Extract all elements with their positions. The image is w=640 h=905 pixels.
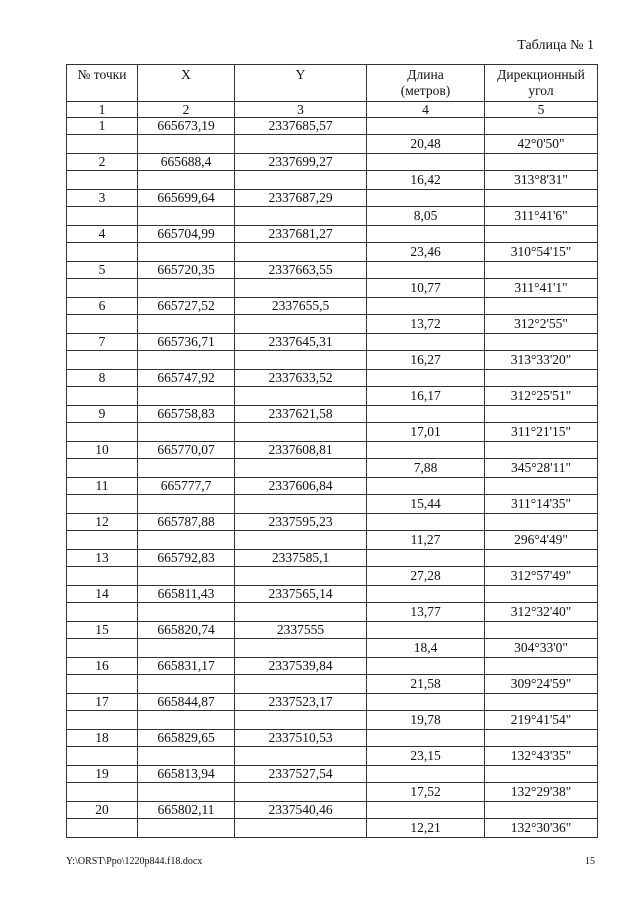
point-x: 665720,35 [138,262,235,279]
segment-length: 16,17 [367,387,485,406]
point-row [67,586,598,603]
empty-cell [235,711,367,730]
empty-cell [67,315,138,334]
header-point-number: № точки [67,65,138,102]
empty-cell [367,406,485,423]
segment-row [67,207,598,226]
segment-length: 12,21 [367,819,485,838]
point-row [67,370,598,387]
empty-cell [367,478,485,495]
empty-cell [235,243,367,262]
segment-row [67,495,598,514]
segment-row [67,747,598,766]
segment-angle: 311°41'1" [485,279,598,298]
empty-cell [367,658,485,675]
empty-cell [485,298,598,315]
segment-row [67,819,598,838]
point-y: 2337633,52 [235,370,367,387]
header-x: X [138,65,235,102]
point-row [67,622,598,639]
point-number: 11 [67,478,138,495]
empty-cell [235,315,367,334]
point-y: 2337565,14 [235,586,367,603]
segment-angle: 309°24'59" [485,675,598,694]
point-number: 12 [67,514,138,531]
header-direction-angle: Дирекционный угол [485,65,598,102]
segment-angle: 312°25'51" [485,387,598,406]
point-number: 9 [67,406,138,423]
point-y: 2337681,27 [235,226,367,243]
empty-cell [67,243,138,262]
empty-cell [138,315,235,334]
empty-cell [138,603,235,622]
point-row [67,694,598,711]
point-y: 2337621,58 [235,406,367,423]
empty-cell [138,639,235,658]
empty-cell [67,639,138,658]
empty-cell [485,262,598,279]
empty-cell [235,747,367,766]
point-x: 665813,94 [138,766,235,783]
column-number-row [67,102,598,118]
point-number: 15 [67,622,138,639]
empty-cell [235,459,367,478]
column-number: 4 [367,102,485,118]
point-number: 7 [67,334,138,351]
point-x: 665727,52 [138,298,235,315]
empty-cell [367,730,485,747]
empty-cell [67,603,138,622]
empty-cell [235,171,367,190]
segment-length: 27,28 [367,567,485,586]
point-x: 665736,71 [138,334,235,351]
empty-cell [235,819,367,838]
empty-cell [235,423,367,442]
point-row [67,298,598,315]
empty-cell [235,603,367,622]
empty-cell [67,675,138,694]
column-number: 3 [235,102,367,118]
segment-angle: 311°21'15" [485,423,598,442]
segment-length: 10,77 [367,279,485,298]
empty-cell [485,514,598,531]
point-x: 665777,7 [138,478,235,495]
empty-cell [485,118,598,135]
segment-row [67,279,598,298]
point-row [67,406,598,423]
point-row [67,478,598,495]
point-number: 8 [67,370,138,387]
point-y: 2337608,81 [235,442,367,459]
empty-cell [138,531,235,550]
segment-row [67,171,598,190]
empty-cell [235,387,367,406]
empty-cell [67,747,138,766]
point-x: 665820,74 [138,622,235,639]
point-y: 2337655,5 [235,298,367,315]
segment-row [67,387,598,406]
segment-length: 16,42 [367,171,485,190]
point-number: 14 [67,586,138,603]
empty-cell [367,370,485,387]
empty-cell [138,135,235,154]
segment-length: 8,05 [367,207,485,226]
segment-length: 13,77 [367,603,485,622]
empty-cell [485,154,598,171]
empty-cell [367,586,485,603]
segment-length: 13,72 [367,315,485,334]
segment-length: 20,48 [367,135,485,154]
point-row [67,442,598,459]
empty-cell [367,514,485,531]
empty-cell [67,711,138,730]
empty-cell [138,243,235,262]
empty-cell [235,639,367,658]
empty-cell [235,531,367,550]
point-x: 665688,4 [138,154,235,171]
point-y: 2337527,54 [235,766,367,783]
empty-cell [235,567,367,586]
point-row [67,658,598,675]
segment-angle: 219°41'54" [485,711,598,730]
empty-cell [367,262,485,279]
empty-cell [367,190,485,207]
table-caption: Таблица № 1 [517,38,594,53]
empty-cell [138,495,235,514]
empty-cell [367,766,485,783]
segment-row [67,315,598,334]
empty-cell [367,550,485,567]
point-x: 665758,83 [138,406,235,423]
segment-row [67,351,598,370]
segment-length: 18,4 [367,639,485,658]
point-row [67,226,598,243]
empty-cell [138,351,235,370]
page-number: 15 [585,856,595,867]
point-x: 665792,83 [138,550,235,567]
empty-cell [138,423,235,442]
segment-row [67,639,598,658]
segment-row [67,531,598,550]
point-y: 2337585,1 [235,550,367,567]
point-y: 2337540,46 [235,802,367,819]
empty-cell [485,766,598,783]
segment-angle: 132°43'35" [485,747,598,766]
coordinates-table [66,64,598,838]
segment-angle: 313°33'20" [485,351,598,370]
empty-cell [138,783,235,802]
column-number: 2 [138,102,235,118]
empty-cell [235,675,367,694]
segment-length: 11,27 [367,531,485,550]
segment-length: 17,01 [367,423,485,442]
point-x: 665747,92 [138,370,235,387]
point-row [67,730,598,747]
header-length: Длина (метров) [367,65,485,102]
column-number: 5 [485,102,598,118]
empty-cell [367,442,485,459]
point-y: 2337555 [235,622,367,639]
point-number: 1 [67,118,138,135]
empty-cell [485,478,598,495]
segment-angle: 132°29'38" [485,783,598,802]
empty-cell [138,567,235,586]
empty-cell [485,694,598,711]
point-y: 2337510,53 [235,730,367,747]
segment-angle: 345°28'11" [485,459,598,478]
point-x: 665811,43 [138,586,235,603]
point-row [67,514,598,531]
point-y: 2337595,23 [235,514,367,531]
empty-cell [138,819,235,838]
empty-cell [138,675,235,694]
segment-row [67,603,598,622]
table-body [67,118,598,838]
point-x: 665673,19 [138,118,235,135]
point-row [67,802,598,819]
empty-cell [235,495,367,514]
point-x: 665802,11 [138,802,235,819]
segment-length: 23,46 [367,243,485,262]
empty-cell [485,442,598,459]
empty-cell [367,226,485,243]
empty-cell [485,550,598,567]
empty-cell [138,207,235,226]
segment-length: 19,78 [367,711,485,730]
point-x: 665844,87 [138,694,235,711]
segment-length: 17,52 [367,783,485,802]
empty-cell [67,423,138,442]
empty-cell [367,118,485,135]
point-number: 10 [67,442,138,459]
empty-cell [138,747,235,766]
point-x: 665770,07 [138,442,235,459]
point-number: 2 [67,154,138,171]
point-y: 2337539,84 [235,658,367,675]
empty-cell [67,351,138,370]
empty-cell [485,622,598,639]
empty-cell [67,279,138,298]
empty-cell [367,802,485,819]
point-number: 4 [67,226,138,243]
footer-file-path: Y:\ORST\Ppo\1220p844.f18.docx [66,856,203,867]
segment-length: 23,15 [367,747,485,766]
empty-cell [235,135,367,154]
segment-row [67,675,598,694]
empty-cell [67,783,138,802]
point-y: 2337523,17 [235,694,367,711]
segment-length: 7,88 [367,459,485,478]
point-row [67,550,598,567]
empty-cell [367,298,485,315]
segment-angle: 132°30'36" [485,819,598,838]
empty-cell [485,334,598,351]
point-x: 665831,17 [138,658,235,675]
point-row [67,154,598,171]
segment-row [67,567,598,586]
empty-cell [485,190,598,207]
header-row [67,65,598,102]
empty-cell [138,279,235,298]
point-y: 2337645,31 [235,334,367,351]
segment-row [67,135,598,154]
point-y: 2337699,27 [235,154,367,171]
empty-cell [67,567,138,586]
point-x: 665699,64 [138,190,235,207]
empty-cell [485,226,598,243]
segment-angle: 312°2'55" [485,315,598,334]
segment-row [67,711,598,730]
header-y: Y [235,65,367,102]
segment-angle: 312°57'49" [485,567,598,586]
empty-cell [485,586,598,603]
point-y: 2337663,55 [235,262,367,279]
point-row [67,766,598,783]
point-number: 18 [67,730,138,747]
empty-cell [67,459,138,478]
empty-cell [485,730,598,747]
segment-angle: 304°33'0" [485,639,598,658]
segment-row [67,243,598,262]
segment-angle: 311°14'35" [485,495,598,514]
empty-cell [67,135,138,154]
empty-cell [367,334,485,351]
point-number: 16 [67,658,138,675]
empty-cell [67,207,138,226]
empty-cell [235,783,367,802]
point-number: 6 [67,298,138,315]
point-y: 2337687,29 [235,190,367,207]
empty-cell [235,279,367,298]
empty-cell [485,658,598,675]
segment-angle: 296°4'49" [485,531,598,550]
empty-cell [367,694,485,711]
segment-length: 15,44 [367,495,485,514]
empty-cell [67,495,138,514]
segment-row [67,783,598,802]
point-x: 665829,65 [138,730,235,747]
empty-cell [235,351,367,370]
empty-cell [67,819,138,838]
point-x: 665787,88 [138,514,235,531]
point-number: 3 [67,190,138,207]
point-number: 19 [67,766,138,783]
column-number: 1 [67,102,138,118]
segment-row [67,423,598,442]
segment-length: 16,27 [367,351,485,370]
point-y: 2337606,84 [235,478,367,495]
point-number: 13 [67,550,138,567]
point-number: 17 [67,694,138,711]
point-row [67,262,598,279]
empty-cell [138,711,235,730]
point-row [67,190,598,207]
point-row [67,118,598,135]
empty-cell [138,387,235,406]
point-row [67,334,598,351]
segment-angle: 313°8'31" [485,171,598,190]
segment-angle: 42°0'50" [485,135,598,154]
empty-cell [485,370,598,387]
empty-cell [67,171,138,190]
segment-length: 21,58 [367,675,485,694]
empty-cell [235,207,367,226]
empty-cell [485,406,598,423]
point-y: 2337685,57 [235,118,367,135]
segment-angle: 310°54'15" [485,243,598,262]
point-number: 20 [67,802,138,819]
empty-cell [367,622,485,639]
point-x: 665704,99 [138,226,235,243]
segment-row [67,459,598,478]
empty-cell [138,171,235,190]
empty-cell [67,531,138,550]
empty-cell [485,802,598,819]
empty-cell [138,459,235,478]
segment-angle: 311°41'6" [485,207,598,226]
empty-cell [67,387,138,406]
segment-angle: 312°32'40" [485,603,598,622]
empty-cell [367,154,485,171]
point-number: 5 [67,262,138,279]
